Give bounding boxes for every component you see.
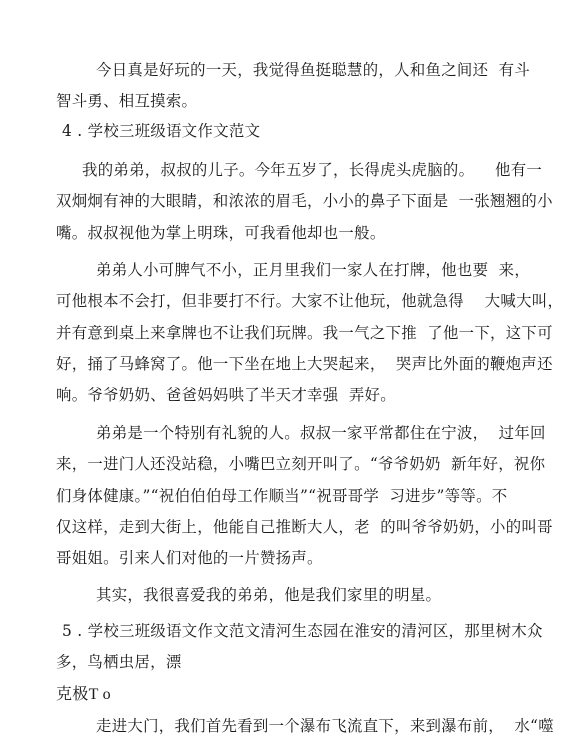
text-line-12: 弟弟是一个特别有礼貌的人。叔叔一家平常都住在宁波， 过年回 <box>96 424 546 442</box>
text-line-14: 们身体健康。”“祝伯伯伯母工作顺当”“祝哥哥学 习进步”等等。不 <box>56 487 508 505</box>
text-line-5: 双炯炯有神的大眼睛，和浓浓的眉毛，小小的鼻子下面是 一张翘翘的小 <box>56 192 553 210</box>
text-line-9: 并有意到桌上来拿牌也不让我们玩牌。我一气之下推 了他一下，这下可 <box>56 324 553 342</box>
section-heading-5: 5 . 学校三班级语文作文范文清河生态园在淮安的清河区，那里树木众 <box>62 622 543 640</box>
text-line-11: 响。爷爷奶奶、爸爸妈妈哄了半天才幸强 弄好。 <box>56 386 396 404</box>
text-line-17: 其实，我很喜爱我的弟弟，他是我们家里的明星。 <box>96 586 442 604</box>
text-line-16: 哥姐姐。引来人们对他的一片赞扬声。 <box>56 549 323 567</box>
text-line-7: 弟弟人小可脾气不小，正月里我们一家人在打牌，他也要 来， <box>96 261 531 279</box>
text-line-8: 可他根本不会打，但非要打不行。大家不让他玩，他就急得 大喊大叫， <box>56 292 563 310</box>
text-line-2: 智斗勇、相互摸索。 <box>56 92 198 110</box>
text-line-20: 克极T o <box>56 686 111 703</box>
text-line-13: 来，一进门人还没站稳，小嘴巴立刻开叫了。“爷爷奶奶 新年好，祝你 <box>56 455 546 473</box>
text-line-4: 我的弟弟，叔叔的儿子。今年五岁了，长得虎头虎脑的。 他有一 <box>82 161 543 179</box>
text-line-6: 嘴。叔叔视他为掌上明珠，可我看他却也一般。 <box>56 224 386 242</box>
text-line-1: 今日真是好玩的一天，我觉得鱼挺聪慧的，人和鱼之间还 有斗 <box>96 61 531 79</box>
text-line-19: 多，鸟栖虫居，漂 <box>56 653 182 671</box>
text-line-15: 仅这样，走到大街上，他能自己推断大人，老 的叫爷爷奶奶，小的叫哥 <box>56 518 553 536</box>
section-heading-4: 4 . 学校三班级语文作文范文 <box>62 122 261 140</box>
text-line-21: 走进大门，我们首先看到一个瀑布飞流直下，来到瀑布前， 水“噬 <box>96 717 554 735</box>
text-line-10: 好，捅了马蜂窝了。他一下坐在地上大哭起来， 哭声比外面的鞭炮声还 <box>56 355 553 373</box>
